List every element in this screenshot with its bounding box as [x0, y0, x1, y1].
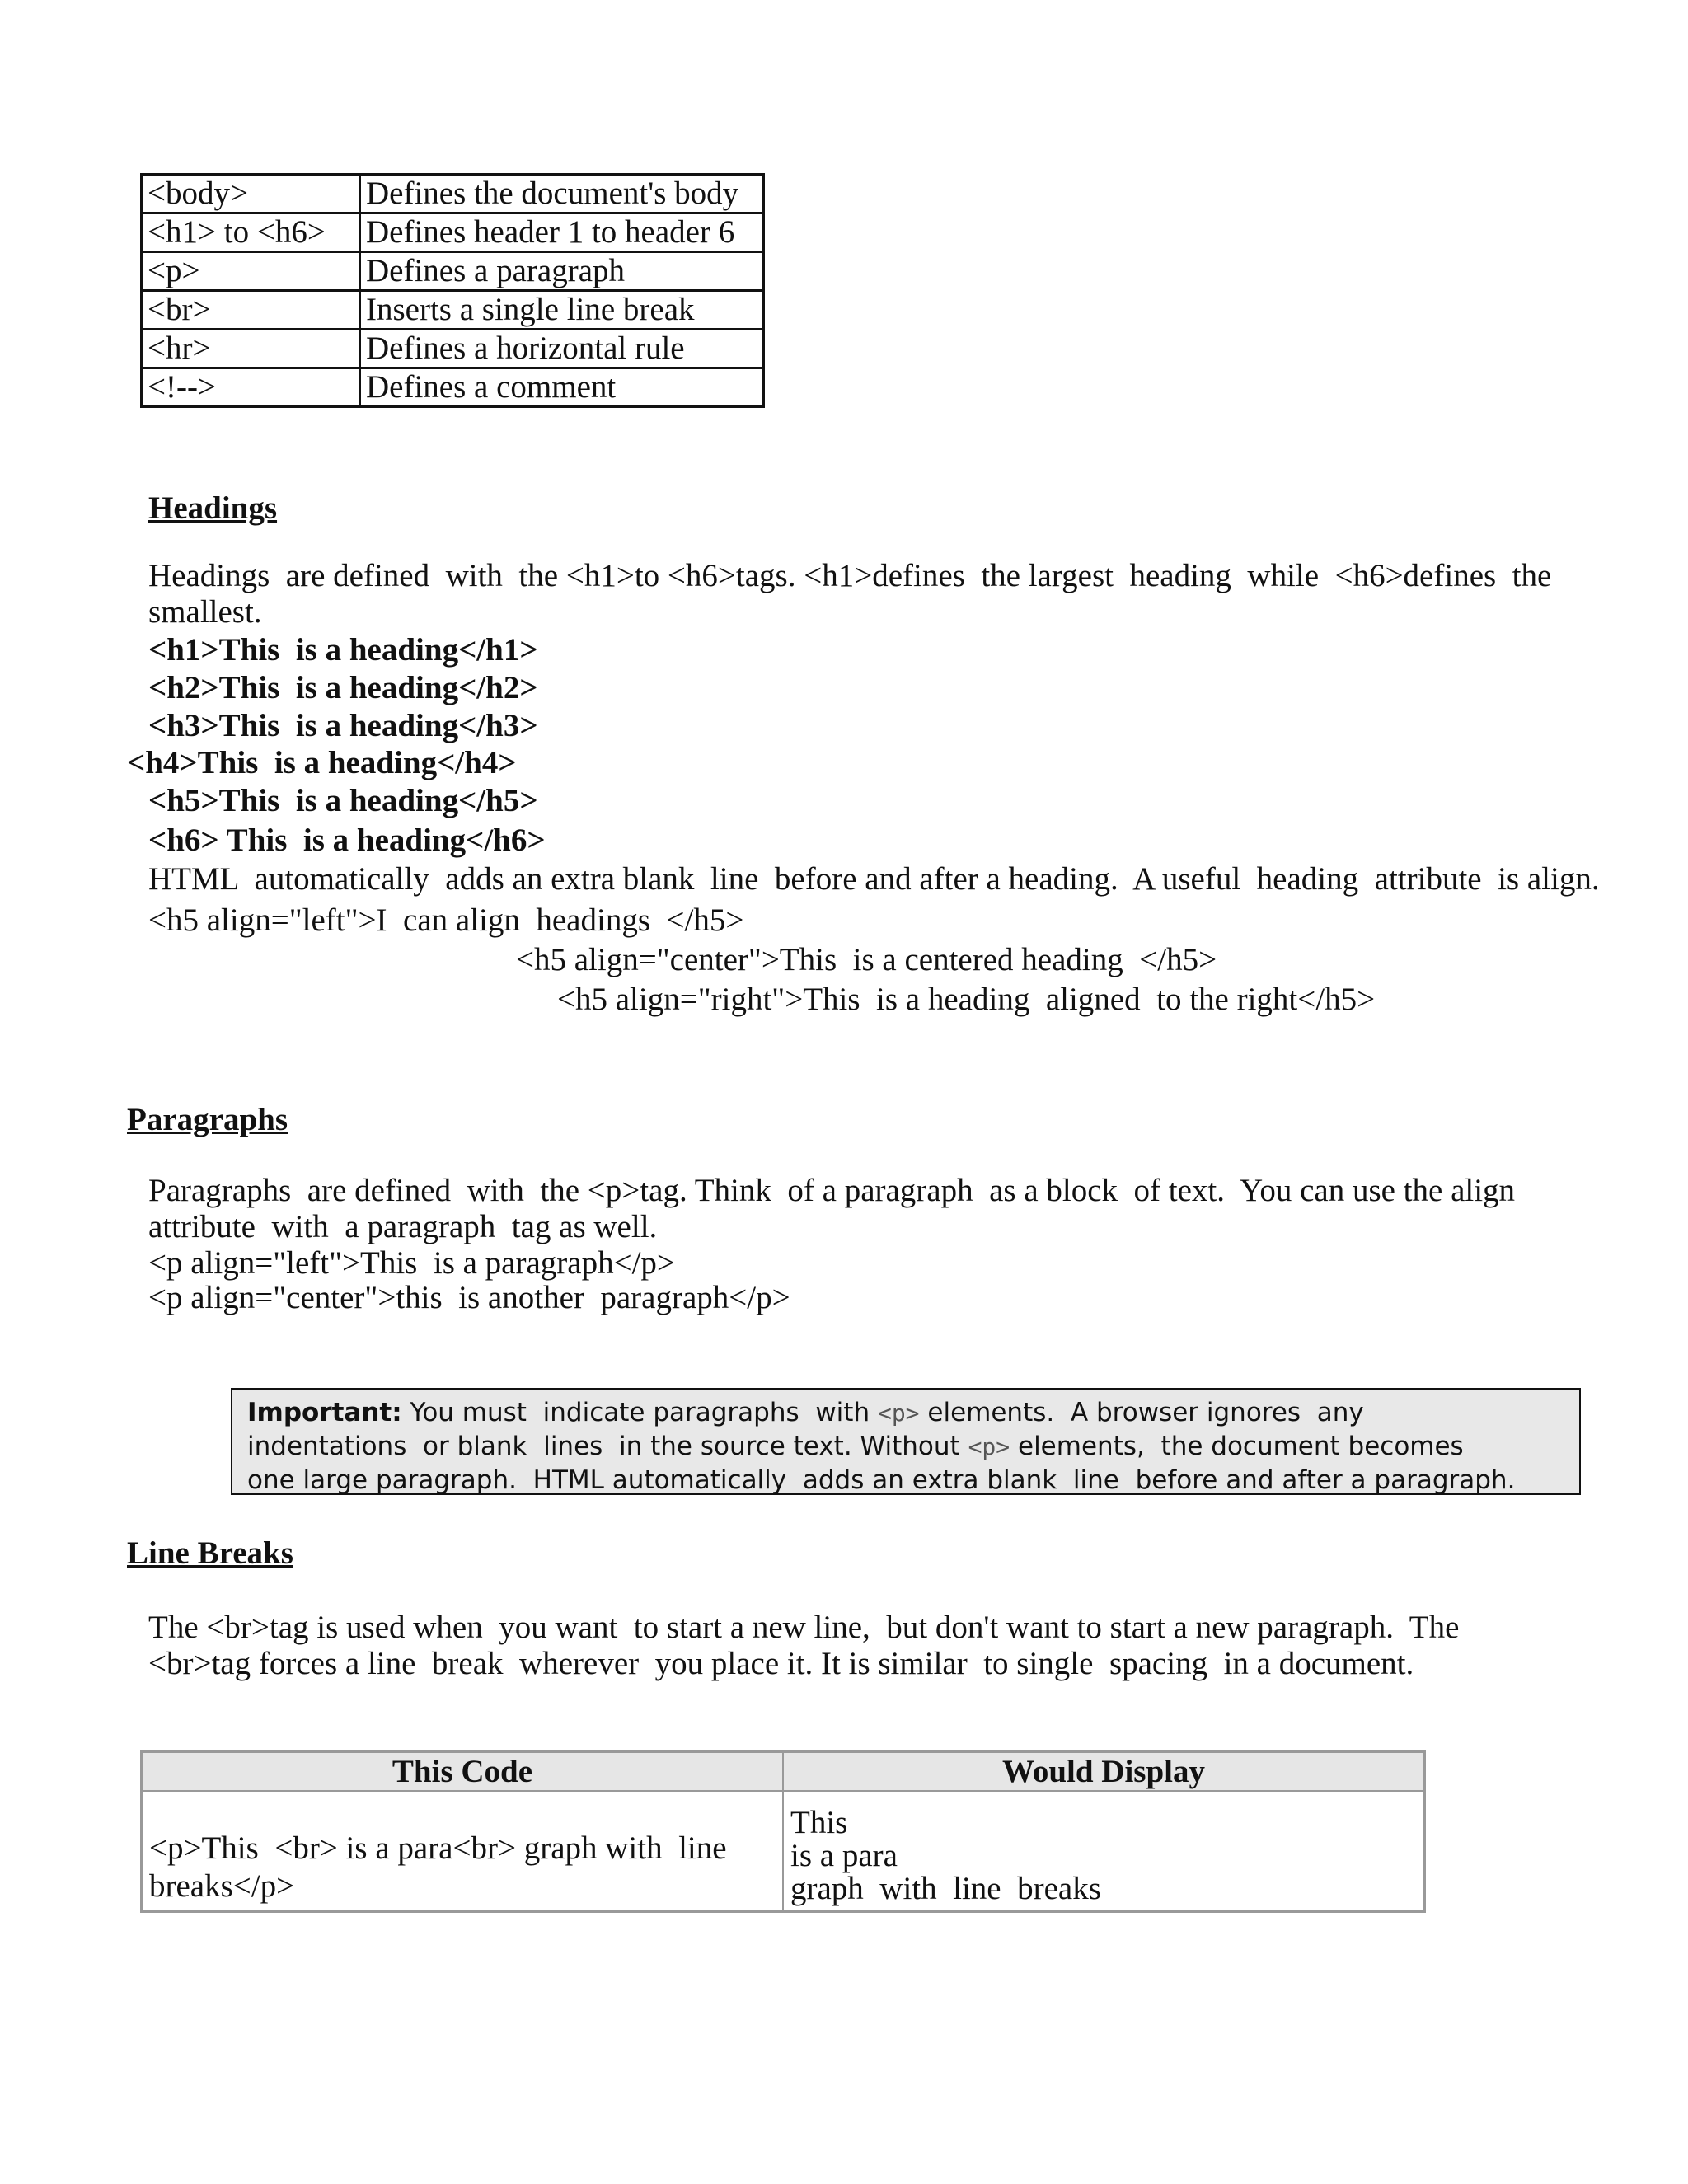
heading-example-h4: <h4>This is a heading</h4>	[127, 745, 517, 780]
code-line2: breaks</p>	[149, 1868, 295, 1904]
line-breaks-section-title: Line Breaks	[127, 1535, 293, 1571]
important-line2a: indentations or blank lines in the source text. Without	[247, 1432, 968, 1461]
tag-reference-table	[140, 173, 765, 408]
table-row	[142, 368, 764, 407]
display-cell	[783, 1791, 1425, 1912]
display-line1: This	[790, 1805, 848, 1840]
p-code-1: <p>	[877, 1399, 920, 1427]
headings-intro-line2: smallest.	[148, 594, 262, 630]
heading-align-center-example: <h5 align="center">This is a centered heading </h5>	[516, 942, 1217, 977]
heading-example-h3: <h3>This is a heading</h3>	[148, 708, 538, 743]
table-row	[142, 213, 764, 252]
paragraphs-line1: Paragraphs are defined with the <p>tag. Think of a paragraph as a block of text. You can use the align	[148, 1173, 1516, 1208]
heading-example-h6: <h6> This is a heading</h6>	[148, 823, 546, 858]
heading-align-right-example: <h5 align="right">This is a heading aligned to the right</h5>	[557, 982, 1376, 1017]
code-display-comparison-table	[140, 1750, 1426, 1913]
paragraphs-section-title: Paragraphs	[127, 1102, 288, 1137]
heading-example-h1: <h1>This is a heading</h1>	[148, 632, 538, 668]
display-line3: graph with line breaks	[790, 1871, 1101, 1906]
important-line1	[247, 1396, 1564, 1430]
code-cell	[142, 1791, 784, 1912]
heading-align-left-example: <h5 align="left">I can align headings </h5>	[148, 902, 744, 938]
desc-cell: Defines a paragraph	[360, 252, 764, 291]
table-row	[142, 175, 764, 213]
important-label: Important:	[247, 1398, 402, 1427]
tag-cell: <!-->	[142, 368, 360, 407]
tag-cell: <body>	[142, 175, 360, 213]
important-line2	[247, 1430, 1564, 1464]
display-line2: is a para	[790, 1838, 898, 1873]
heading-example-h2: <h2>This is a heading</h2>	[148, 670, 538, 705]
important-text2: elements. A browser ignores any	[919, 1398, 1364, 1427]
tag-cell: <p>	[142, 252, 360, 291]
heading-example-h5: <h5>This is a heading</h5>	[148, 783, 538, 818]
line-breaks-line1: The <br>tag is used when you want to start a new line, but don't want to start a new paragraph. The	[148, 1610, 1460, 1645]
code-line1: <p>This <br> is a para<br> graph with line	[149, 1830, 727, 1866]
important-text1: You must indicate paragraphs with	[401, 1398, 878, 1427]
desc-cell: Defines a horizontal rule	[360, 330, 764, 368]
headings-intro-line1: Headings are defined with the <h1>to <h6>tags. <h1>defines the largest heading while <h6>defines the	[148, 558, 1552, 593]
desc-cell: Defines header 1 to header 6	[360, 213, 764, 252]
paragraph-example-left: <p align="left">This is a paragraph</p>	[148, 1245, 675, 1281]
table-row	[142, 291, 764, 330]
tag-cell: <hr>	[142, 330, 360, 368]
desc-cell: Defines the document's body	[360, 175, 764, 213]
header-this-code: This Code	[142, 1752, 784, 1792]
tag-cell: <br>	[142, 291, 360, 330]
table-row	[142, 1791, 1425, 1912]
important-line2b: elements, the document becomes	[1010, 1432, 1464, 1461]
headings-section-title: Headings	[148, 490, 278, 526]
tag-cell: <h1> to <h6>	[142, 213, 360, 252]
table-row	[142, 330, 764, 368]
desc-cell: Defines a comment	[360, 368, 764, 407]
paragraphs-line2: attribute with a paragraph tag as well.	[148, 1209, 658, 1244]
header-would-display: Would Display	[783, 1752, 1425, 1792]
p-code-2: <p>	[968, 1433, 1010, 1460]
paragraph-example-center: <p align="center">this is another paragraph</p>	[148, 1280, 790, 1315]
headings-note: HTML automatically adds an extra blank line before and after a heading. A useful heading attribute is align.	[148, 861, 1600, 897]
important-line3: one large paragraph. HTML automatically adds an extra blank line before and after a paragraph.	[247, 1465, 1516, 1495]
table-header-row	[142, 1752, 1425, 1792]
important-note-box	[231, 1388, 1581, 1495]
line-breaks-line2: <br>tag forces a line break wherever you place it. It is similar to single spacing in a document.	[148, 1646, 1414, 1681]
desc-cell: Inserts a single line break	[360, 291, 764, 330]
table-row	[142, 252, 764, 291]
